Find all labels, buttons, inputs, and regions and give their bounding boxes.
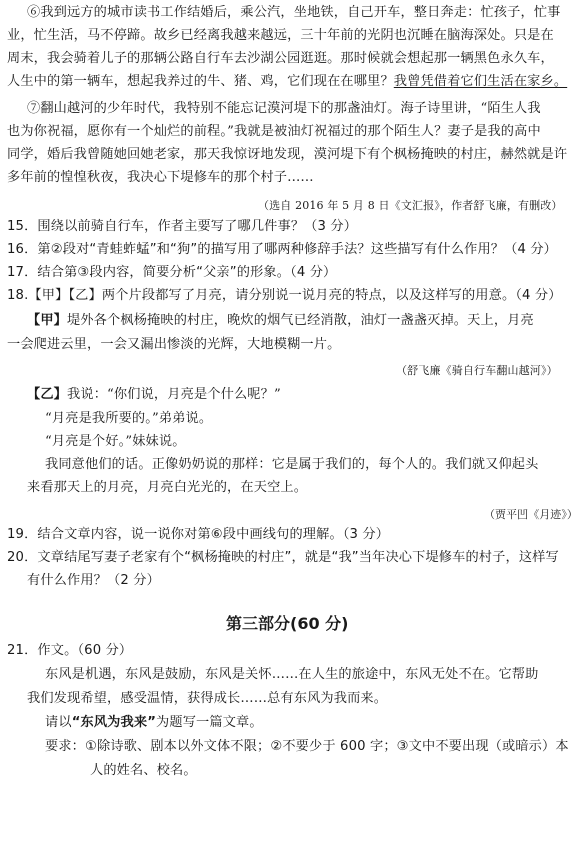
question-21: 21．作文。（60 分） — [7, 643, 133, 658]
excerpt-jia-line1 — [27, 313, 534, 329]
question-20-line1: 20．文章结尾写妻子老家有个“枫杨掩映的村庄”，就是“我”当年决心下堤修车的村子，这样写 — [7, 550, 559, 565]
question-18: 18.【甲】【乙】两个片段都写了月亮，请分别说一说月亮的特点，以及这样写的用意。（4 分） — [7, 288, 562, 303]
excerpt-yi-line2: “月亮是我所要的。”弟弟说。 — [45, 411, 213, 426]
essay-title: “东风为我来” — [71, 715, 157, 730]
excerpt-jia-source: （舒飞廉《骑自行车翻山越河》） — [396, 364, 558, 377]
question-20-line2: 有什么作用？（2 分） — [27, 573, 160, 588]
question-19: 19．结合文章内容，说一说你对第⑥段中画线句的理解。（3 分） — [7, 527, 390, 542]
essay-prompt-line2: 我们发现希望，感受温情，获得成长……总有东风为我而来。 — [27, 691, 388, 706]
passage-p7-line3: 同学，婚后我曾随她回她老家，那天我惊讶地发现，漠河堤下有个枫杨掩映的村庄，赫然就是许 — [7, 147, 568, 162]
passage-p6-line3: 周末，我会骑着儿子的那辆公路自行车去沙湖公园逛逛。那时候就会想起那一辆黑色永久车， — [7, 51, 554, 66]
underlined-sentence: 我曾凭借着它们生活在家乡。 — [393, 74, 568, 89]
essay-requirements-line1: 要求：①除诗歌、剧本以外文体不限；②不要少于 600 字；③文中不要出现（或暗示）本 — [45, 739, 569, 754]
passage-p6-line4 — [7, 74, 567, 90]
passage-p6-line1: ⑥我到远方的城市读书工作结婚后，乘公汽，坐地铁，自己开车，整日奔走：忙孩子，忙事 — [27, 5, 561, 20]
passage-p6-line2: 业，忙生活，马不停蹄。故乡已经离我越来越远，三十年前的光阴也沉睡在脑海深处。只是在 — [7, 28, 554, 43]
excerpt-yi-line4: 我同意他们的话。正像奶奶说的那样：它是属于我们的，每个人的。我们就又仰起头 — [45, 457, 539, 472]
excerpt-yi-line1 — [27, 387, 281, 403]
essay-title-pre: 请以 — [45, 715, 72, 730]
essay-prompt-line1: 东风是机遇，东风是鼓励，东风是关怀……在人生的旅途中，东风无处不在。它帮助 — [45, 667, 539, 682]
essay-requirements-line2: 人的姓名、校名。 — [90, 763, 197, 778]
excerpt-yi-line3: “月亮是个好。”妹妹说。 — [45, 434, 186, 449]
essay-title-post: 为题写一篇文章。 — [156, 715, 263, 730]
question-15: 15．围绕以前骑自行车，作者主要写了哪几件事？（3 分） — [7, 219, 358, 234]
passage-p7-line4: 多年前的惶惶秋夜，我决心下堤修车的那个村子…… — [7, 170, 314, 185]
question-17: 17．结合第③段内容，简要分析“父亲”的形象。（4 分） — [7, 265, 337, 280]
essay-title-instruction — [45, 715, 263, 731]
excerpt-jia-line2: 一会爬进云里，一会又漏出惨淡的光辉，大地模糊一片。 — [7, 337, 341, 352]
passage-p6-line4-text: 人生中的第一辆车，想起我养过的牛、猪、鸡，它们现在在哪里？ — [7, 74, 394, 89]
passage-p7-line2: 也为你祝福，愿你有一个灿烂的前程。”我就是被油灯祝福过的那个陌生人？妻子是我的高中 — [7, 124, 541, 139]
excerpt-yi-tag: 【乙】 — [27, 387, 68, 402]
excerpt-jia-tag: 【甲】 — [27, 313, 68, 328]
excerpt-yi-line5: 来看那天上的月亮，月亮白光光的，在天空上。 — [27, 480, 308, 495]
section-heading: 第三部分(60 分) — [226, 614, 349, 633]
passage-p7-line1: ⑦翻山越河的少年时代，我特别不能忘记漠河堤下的那盏油灯。海子诗里讲，“陌生人我 — [27, 101, 541, 116]
passage-source: （选自 2016 年 5 月 8 日《文汇报》，作者舒飞廉，有删改） — [258, 199, 563, 212]
excerpt-yi-line1-text: 我说：“你们说，月亮是个什么呢？” — [67, 387, 281, 402]
excerpt-jia-line1-text: 堤外各个枫杨掩映的村庄，晚炊的烟气已经消散，油灯一盏盏灭掉。天上，月亮 — [67, 313, 534, 328]
excerpt-yi-source: （贾平凹《月迹》） — [484, 508, 578, 521]
question-16: 16．第②段对“青蛙蚱蜢”和“狗”的描写用了哪两种修辞手法？这些描写有什么作用？（4 分） — [7, 242, 558, 257]
